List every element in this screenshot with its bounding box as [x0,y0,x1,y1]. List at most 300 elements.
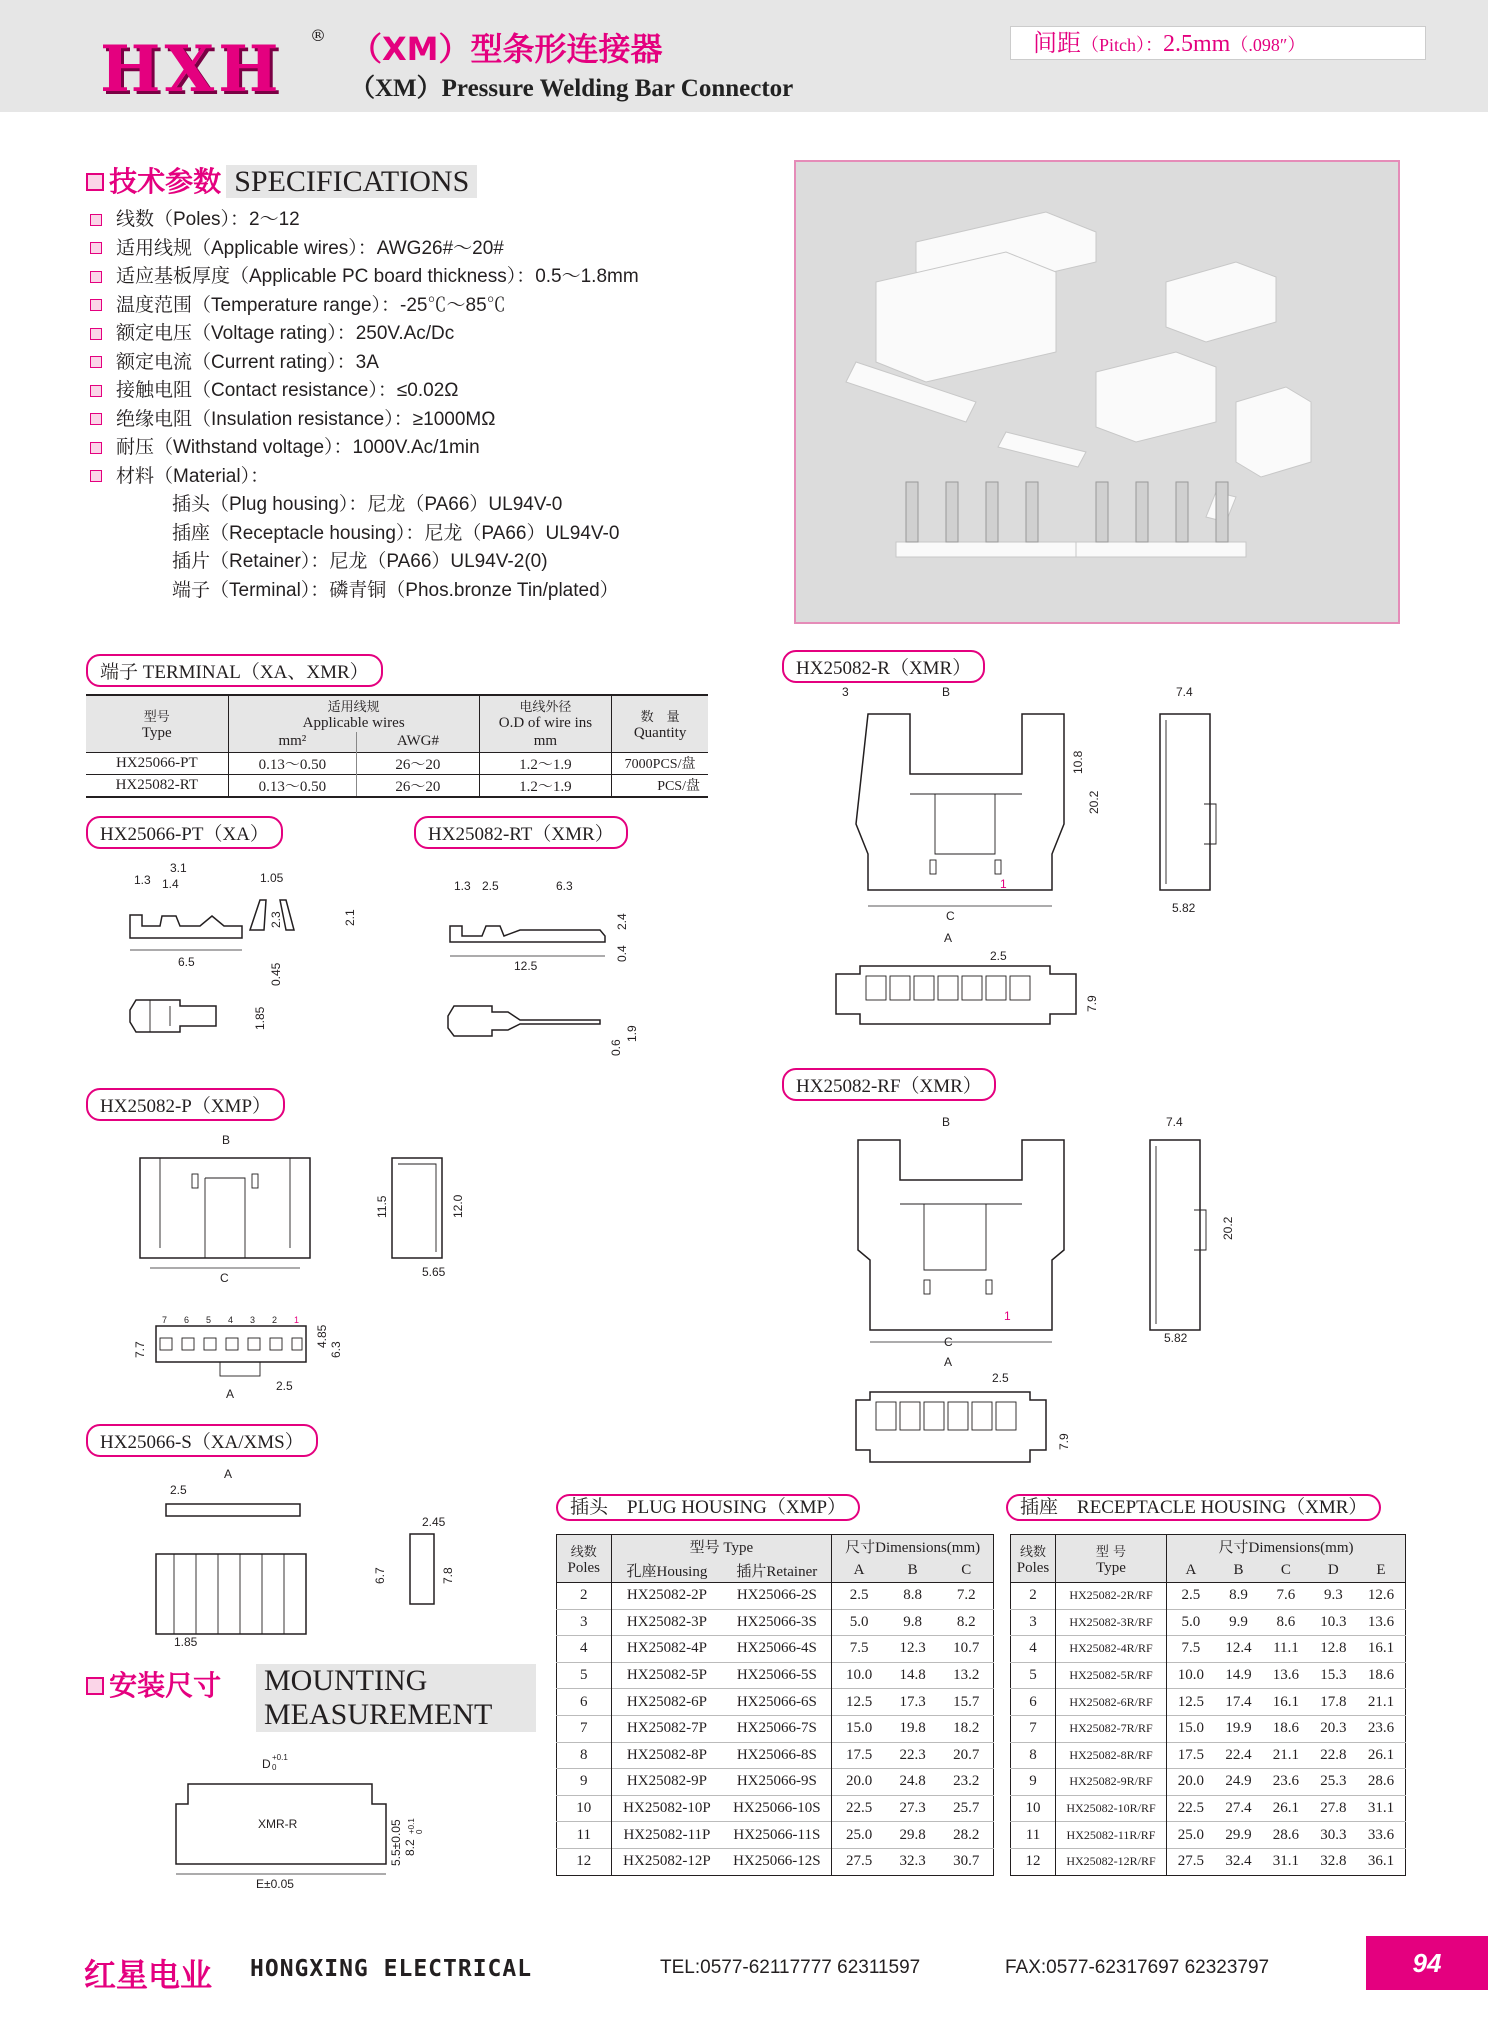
table-cell: 7 [1011,1715,1056,1742]
pt-drawing [120,860,370,1060]
material-item: 插片（Retainer）：尼龙（PA66）UL94V-2(0) [172,551,548,572]
pitch-label-cn: 间距 [1033,29,1081,57]
pitch-label-en: （Pitch）： [1081,35,1164,55]
r-dim: 3 [842,685,849,699]
table-cell: 5 [557,1662,612,1689]
th-poles: 线数 Poles [1011,1535,1056,1583]
bullet-square-icon [90,470,102,482]
table-cell: 2.5 [849,1587,869,1604]
th-c: C [1262,1559,1309,1583]
spec-item: 温度范围（Temperature range）：-25℃～85℃ [90,292,639,321]
bullet-square-icon [90,299,102,311]
table-row [557,1636,994,1663]
table-cell: 18.2 [953,1720,980,1737]
table-cell: 13.2 [953,1667,980,1684]
mount-label: XMR-R [258,1817,298,1831]
material-item: 端子（Terminal）：磷青铜（Phos.bronze Tin/plated） [172,579,619,601]
rf-pin-one: 1 [1004,1309,1011,1323]
rt-dim: 2.5 [482,879,499,893]
table-cell: HX25082-12P [623,1853,711,1870]
table-cell: 18.6 [1367,1667,1395,1684]
rt-dim: 6.3 [556,879,573,893]
pt-dim: 1.3 [134,873,151,887]
table-cell: 27.8 [1320,1800,1347,1817]
rt-dim: 1.9 [625,1025,639,1042]
th-type: 型 号 Type [1056,1535,1167,1583]
th-od: 电线外径 O.D of wire ins [479,695,611,732]
plug-table [556,1534,994,1876]
mount-dim: 8.2 [403,1839,417,1856]
pitch-box [1010,26,1426,60]
table-cell: 7.6 [1276,1587,1296,1604]
table-cell: HX25082-7P [626,1720,707,1737]
table-cell: 22.5 [1177,1800,1205,1817]
bullet-square-icon [90,242,102,254]
table-cell: HX25082-9R/RF [1056,1769,1167,1796]
table-cell: 17.3 [899,1693,926,1710]
mount-dim: E±0.05 [256,1877,294,1891]
spec-item: 材料（Material）： [90,463,639,492]
table-cell: 23.6 [1367,1720,1395,1737]
table-cell: 21.1 [1367,1693,1395,1710]
table-cell: HX25066-11S [722,1822,831,1849]
mount-dim: 0 [415,1829,424,1834]
r-dim: 7.4 [1176,685,1193,699]
table-cell: 27.5 [1177,1853,1205,1870]
table-cell: HX25066-2S [722,1583,831,1610]
table-cell: 17.8 [1320,1693,1347,1710]
table-cell: 25.0 [845,1826,873,1843]
p-dim: 7.7 [133,1341,147,1358]
connector-photo-illustration [796,162,1398,622]
page-number: 94 [1366,1936,1488,1990]
table-cell: HX25082-5P [626,1667,707,1684]
registered-mark: ® [310,26,326,45]
pt-label: HX25066-PT（XA） [86,816,283,849]
p-pin-number: 7 [162,1315,168,1325]
table-cell: 21.1 [1272,1746,1300,1763]
plug-label: 插头 PLUG HOUSING（XMP） [556,1494,860,1521]
table-cell: HX25066-10S [722,1795,831,1822]
s-label: HX25066-S（XA/XMS） [86,1424,318,1457]
material-item: 插座（Receptacle housing）：尼龙（PA66）UL94V-0 [172,522,620,544]
rf-dim: 2.5 [992,1371,1009,1385]
table-row [1011,1636,1406,1663]
table-cell: 3 [557,1609,612,1636]
table-cell: 9.8 [903,1613,922,1630]
s-dim: 7.8 [441,1567,455,1584]
table-cell: 2.5 [1181,1587,1201,1604]
table-cell: HX25082-2P [626,1587,707,1604]
p-dim: 2.5 [276,1379,293,1393]
table-cell: 24.9 [1225,1773,1252,1790]
p-dim: 12.0 [451,1194,465,1218]
table-cell: HX25066-4S [722,1636,831,1663]
table-cell: 9.3 [1323,1587,1343,1604]
table-cell: 12.3 [899,1640,926,1657]
table-cell: HX25082-10R/RF [1056,1795,1167,1822]
table-cell: 28.6 [1272,1826,1300,1843]
p-pin-number: 2 [272,1315,278,1325]
table-row [557,1769,994,1796]
th-type: 型号 Type [611,1535,832,1559]
table-cell: 26.1 [1272,1800,1300,1817]
table-cell: 36.1 [1367,1853,1395,1870]
table-cell: 22.8 [1320,1746,1347,1763]
p-pin-number: 3 [250,1315,256,1325]
r-label: HX25082-R（XMR） [782,650,985,683]
table-cell: 27.4 [1225,1800,1252,1817]
table-cell: 31.1 [1367,1800,1395,1817]
footer-company-cn: 红星电业 [84,1956,213,1994]
table-cell: 7 [557,1715,612,1742]
th-housing: 孔座Housing [611,1559,722,1583]
product-photo [794,160,1400,624]
table-cell: HX25066-3S [722,1609,831,1636]
p-dim: A [226,1387,235,1401]
th-a: A [1167,1559,1215,1583]
pitch-inch: （.098″） [1230,35,1306,55]
table-cell: 2 [1011,1583,1056,1610]
table-cell: 20.0 [845,1773,873,1790]
table-cell: 20.3 [1320,1720,1347,1737]
table-cell: 10.3 [1320,1613,1347,1630]
table-cell: HX25082-4R/RF [1056,1636,1167,1663]
footer-tel: TEL:0577-62117777 62311597 [660,1957,921,1978]
table-cell: 12.5 [1177,1693,1205,1710]
rt-dim: 0.4 [615,945,629,962]
table-cell: HX25082-5R/RF [1056,1662,1167,1689]
pt-dim: 1.85 [253,1006,267,1030]
table-cell: HX25066-6S [722,1689,831,1716]
spec-item: 适应基板厚度（Applicable PC board thickness）：0.5～1.8mm [90,263,639,292]
p-pin-number: 1 [294,1315,300,1325]
spec-item: 额定电压（Voltage rating）：250V.Ac/Dc [90,320,639,349]
s-dim: A [224,1467,233,1481]
table-cell: 32.8 [1320,1853,1347,1870]
table-cell: HX25082-2R/RF [1056,1583,1167,1610]
table-cell: 15.0 [845,1720,873,1737]
table-cell: 28.2 [953,1826,980,1843]
table-row: HX25066-PT 0.13～0.50 26～20 1.2～1.9 7000PCS/盘 [86,752,708,774]
pt-dim: 2.1 [343,909,357,926]
spec-item: 线数（Poles）：2～12 [90,206,639,235]
rf-dim: 7.9 [1057,1433,1071,1450]
table-cell: 32.4 [1225,1853,1252,1870]
table-cell: 11 [1011,1822,1056,1849]
table-row [1011,1742,1406,1769]
pt-dim: 1.4 [162,877,179,891]
table-cell: 12.4 [1225,1640,1252,1657]
pt-dim: 6.5 [178,955,195,969]
table-cell: 9 [1011,1769,1056,1796]
spec-item: 额定电流（Current rating）：3A [90,349,639,378]
table-cell: 10.7 [953,1640,980,1657]
rt-dim: 1.3 [454,879,471,893]
table-cell: 27.5 [845,1853,873,1870]
table-cell: 7.5 [1181,1640,1201,1657]
p-dim: C [220,1271,229,1285]
rf-label: HX25082-RF（XMR） [782,1068,996,1101]
footer-company-en: HONGXING ELECTRICAL [250,1956,533,1982]
table-cell: 4 [1011,1636,1056,1663]
table-cell: 25.7 [953,1800,980,1817]
table-cell: 12 [557,1848,612,1875]
table-cell: 12.5 [845,1693,873,1710]
s-dim: 1.85 [174,1635,198,1649]
th-dims: 尺寸Dimensions(mm) [832,1535,994,1559]
p-dim: 6.3 [329,1341,343,1358]
th-od-unit: mm [479,732,611,752]
mount-dim: 0 [272,1763,277,1772]
table-cell: 10.0 [845,1667,873,1684]
table-row [557,1822,994,1849]
footer-fax: FAX:0577-62317697 62323797 [1005,1957,1270,1978]
table-row [557,1742,994,1769]
table-cell: 30.3 [1320,1826,1347,1843]
page-title-en: （XM）Pressure Welding Bar Connector [350,75,794,102]
specs-title-cn: 技术参数 [109,165,222,198]
p-dim: 4.85 [315,1324,329,1348]
table-cell: 17.4 [1225,1693,1252,1710]
table-cell: 14.9 [1225,1667,1252,1684]
table-cell: 6 [1011,1689,1056,1716]
table-cell: 28.6 [1367,1773,1395,1790]
r-dim: 20.2 [1087,790,1101,814]
table-cell: 33.6 [1367,1826,1395,1843]
table-cell: 5.0 [849,1613,869,1630]
table-cell: 22.3 [899,1746,926,1763]
table-row [1011,1848,1406,1875]
plug-heading [556,1492,860,1519]
table-cell: 11 [557,1822,612,1849]
table-row [557,1583,994,1610]
table-cell: 12.8 [1320,1640,1347,1657]
mount-title-cn: 安装尺寸 [109,1669,222,1702]
table-cell: 25.0 [1177,1826,1205,1843]
table-cell: HX25082-12R/RF [1056,1848,1167,1875]
bullet-square-icon [90,442,102,454]
table-cell: 7.5 [849,1640,869,1657]
terminal-table [86,694,708,798]
p-dim: 11.5 [375,1195,389,1218]
th-retainer: 插片Retainer [722,1559,831,1583]
specs-title-en: SPECIFICATIONS [226,165,477,198]
table-row [557,1715,994,1742]
bullet-square-icon [90,328,102,340]
table-row: HX25082-RT 0.13～0.50 26～20 1.2～1.9 PCS/盘 [86,774,708,797]
pt-dim: 1.05 [260,871,284,885]
table-cell: 8.2 [956,1613,976,1630]
bullet-square-icon [90,214,102,226]
th-b: B [1215,1559,1262,1583]
mount-drawing [160,1748,424,1891]
r-dim: A [944,931,953,945]
table-cell: 8.9 [1229,1587,1248,1604]
p-pin-number: 6 [184,1315,190,1325]
p-drawing [130,1128,520,1408]
table-cell: 17.5 [845,1746,873,1763]
rf-dim: 5.82 [1164,1331,1188,1345]
s-drawing [140,1464,480,1649]
r-drawing [820,684,1250,1044]
section-square-icon [86,173,104,191]
bullet-square-icon [90,413,102,425]
table-row [1011,1795,1406,1822]
table-row [1011,1583,1406,1610]
table-cell: HX25082-6R/RF [1056,1689,1167,1716]
th-type: 型号 Type [86,695,228,752]
table-row [557,1795,994,1822]
th-wires: 适用线规 Applicable wires [228,695,479,732]
r-dim: 7.9 [1085,995,1099,1012]
rt-dim: 2.4 [615,913,629,930]
th-mm2: mm² [228,732,357,752]
table-cell: HX25082-7R/RF [1056,1715,1167,1742]
table-cell: 9.9 [1229,1613,1248,1630]
table-cell: 17.5 [1177,1746,1205,1763]
table-cell: 29.9 [1225,1826,1252,1843]
bullet-square-icon [90,385,102,397]
table-row [557,1662,994,1689]
table-cell: 15.0 [1177,1720,1205,1737]
th-poles: 线数 Poles [557,1535,612,1583]
s-dim: 2.5 [170,1483,187,1497]
table-cell: 5 [1011,1662,1056,1689]
table-cell: HX25066-12S [722,1848,831,1875]
table-cell: 13.6 [1272,1667,1300,1684]
pt-dim: 2.3 [269,911,283,928]
table-cell: 26.1 [1367,1746,1395,1763]
p-dim: 5.65 [422,1265,446,1279]
table-cell: 10.0 [1177,1667,1205,1684]
p-pin-number: 5 [206,1315,212,1325]
th-dims: 尺寸Dimensions(mm) [1167,1535,1406,1559]
r-dim: 2.5 [990,949,1007,963]
table-row [557,1689,994,1716]
table-cell: 15.3 [1320,1667,1347,1684]
table-cell: HX25066-8S [722,1742,831,1769]
r-dim: 5.82 [1172,901,1196,915]
table-cell: 15.7 [953,1693,980,1710]
s-dim: 2.45 [422,1515,446,1529]
mount-dim: +0.1 [272,1753,288,1762]
r-dim: C [946,909,955,923]
table-row [1011,1609,1406,1636]
table-cell: 9 [557,1769,612,1796]
table-cell: 8 [1011,1742,1056,1769]
specs-heading [86,160,477,200]
th-e: E [1357,1559,1405,1583]
rf-dim: C [944,1335,953,1349]
mount-dim: D [262,1757,271,1771]
rt-dim: 12.5 [514,959,538,973]
table-cell: 16.1 [1272,1693,1300,1710]
table-cell: HX25082-8P [626,1746,707,1763]
table-row [1011,1662,1406,1689]
pitch-value: 2.5mm [1163,31,1231,57]
table-cell: 22.4 [1225,1746,1252,1763]
rec-label: 插座 RECEPTACLE HOUSING（XMR） [1006,1494,1381,1521]
terminal-label: 端子 TERMINAL（XA、XMR） [86,654,383,687]
table-cell: HX25082-6P [626,1693,707,1710]
table-cell: 4 [557,1636,612,1663]
rt-drawing [440,870,660,1060]
table-cell: 12.6 [1367,1587,1395,1604]
spec-item: 适用线规（Applicable wires）：AWG26#～20# [90,235,639,264]
table-cell: 12 [1011,1848,1056,1875]
table-cell: 23.6 [1272,1773,1300,1790]
table-cell: 20.0 [1177,1773,1205,1790]
table-cell: HX25082-3P [626,1613,707,1630]
table-cell: 22.5 [845,1800,873,1817]
table-cell: HX25082-8R/RF [1056,1742,1167,1769]
table-cell: 10 [1011,1795,1056,1822]
rf-dim: A [944,1355,953,1369]
rt-label: HX25082-RT（XMR） [414,816,628,849]
table-cell: 5.0 [1181,1613,1201,1630]
r-pin-one: 1 [1000,877,1007,891]
table-cell: HX25082-9P [626,1773,707,1790]
table-row [1011,1769,1406,1796]
rt-dim: 0.6 [609,1039,623,1056]
pt-dim: 0.45 [269,962,283,986]
mount-heading [86,1664,221,1704]
table-cell: 13.6 [1367,1613,1395,1630]
p-label: HX25082-P（XMP） [86,1088,285,1121]
table-cell: HX25082-4P [626,1640,707,1657]
table-cell: 30.7 [953,1853,980,1870]
r-dim: 10.8 [1071,750,1085,774]
mount-dim: +0.1 [407,1818,416,1834]
p-dim: B [222,1133,231,1147]
table-cell: HX25082-10P [623,1800,711,1817]
mount-dim: 5.5±0.05 [389,1819,403,1866]
page-title-cn: （XM）型条形连接器 [350,30,663,68]
table-cell: HX25082-3R/RF [1056,1609,1167,1636]
table-cell: 11.1 [1273,1640,1299,1657]
bullet-square-icon [90,271,102,283]
rec-heading [1006,1492,1381,1519]
table-cell: 18.6 [1272,1720,1300,1737]
th-awg: AWG# [357,732,480,752]
rf-dim: 7.4 [1166,1115,1183,1129]
table-row [557,1848,994,1875]
table-cell: 29.8 [899,1826,926,1843]
table-cell: 19.8 [899,1720,926,1737]
spec-item: 耐压（Withstand voltage）：1000V.Ac/1min [90,434,639,463]
section-square-icon [86,1677,104,1695]
table-cell: 25.3 [1320,1773,1347,1790]
th-c: C [939,1559,993,1583]
brand-logo: HXH [100,32,283,107]
table-cell: 27.3 [899,1800,926,1817]
th-d: D [1310,1559,1357,1583]
s-dim: 6.7 [373,1567,387,1584]
table-cell: HX25066-7S [722,1715,831,1742]
table-cell: 32.3 [899,1853,926,1870]
rf-drawing [840,1110,1250,1490]
spec-item: 接触电阻（Contact resistance）：≤0.02Ω [90,377,639,406]
table-cell: 2 [557,1583,612,1610]
spec-item: 绝缘电阻（Insulation resistance）：≥1000MΩ [90,406,639,435]
table-cell: HX25066-9S [722,1769,831,1796]
table-cell: 23.2 [953,1773,980,1790]
p-pin-number: 4 [228,1315,234,1325]
mount-title-en: MOUNTING MEASUREMENT [256,1664,536,1732]
table-cell: HX25082-11P [623,1826,711,1843]
table-cell: 14.8 [899,1667,926,1684]
